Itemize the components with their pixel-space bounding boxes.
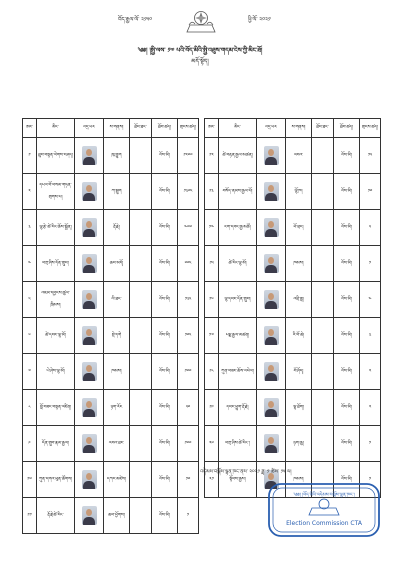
row-number: ༡༦: [205, 282, 219, 318]
vote-count: ༥: [360, 210, 381, 246]
candidate-status: འོས་མི།: [334, 246, 360, 282]
blank-cell: [130, 426, 152, 462]
candidate-status: འོས་མི།: [152, 318, 178, 354]
candidate-place: ཀ་སྦུག: [104, 174, 130, 210]
candidate-status: འོས་མི།: [334, 210, 360, 246]
election-commission-stamp: [267, 482, 381, 538]
candidate-status: འོས་མི།: [334, 390, 360, 426]
candidate-photo: [257, 210, 286, 246]
candidate-place: འབའ་: [286, 138, 312, 174]
candidate-name: སྟོབས་རྒྱས།: [219, 462, 257, 498]
candidate-name: བཀྲ་ཤིས་དོན་གྲུབ།: [37, 246, 75, 282]
candidate-name: དབང་ཕྱུག་རྡོ་རྗེ།: [219, 390, 257, 426]
vote-count: ༠༠༥: [178, 246, 199, 282]
candidate-status: འོས་མི།: [152, 390, 178, 426]
candidate-place: རི་བོ་ཆེ།: [286, 318, 312, 354]
table-row: [205, 390, 381, 426]
table-row: [23, 282, 199, 318]
vote-count: ༡༠: [360, 174, 381, 210]
candidate-place: ཁམས།: [286, 462, 312, 498]
table-row: [205, 318, 381, 354]
blank-cell: [312, 138, 334, 174]
candidate-status: འོས་མི།: [152, 462, 178, 498]
candidate-place: ཉག་རོང: [104, 390, 130, 426]
candidate-name: དོན་གྲུབ་རྣམ་རྒྱལ།: [37, 426, 75, 462]
notice-title: ༄༅། །སྤྱི་ལས་ ༡༧ པའི་བོད་མིའི་སྤྱི་འཐུས་གདམ་ངེས་ཀྱི་མིང་ཐོ།: [137, 47, 263, 54]
table-row: [23, 318, 199, 354]
blank-cell: [312, 282, 334, 318]
row-number: ༩: [23, 426, 37, 462]
candidate-photo: [75, 282, 104, 318]
candidate-name: རྡོ་རྗེ་ཚེ་རིང་: [37, 498, 75, 534]
candidate-status: འོས་མི།: [152, 426, 178, 462]
blank-cell: [130, 498, 152, 534]
row-number: ༣: [23, 210, 37, 246]
row-number: ༢༡: [205, 462, 219, 498]
portrait-photo: [264, 398, 279, 417]
candidate-name: ཀུན་དགའ་ཕུན་ཚོགས།: [37, 462, 75, 498]
blank-cell: [130, 390, 152, 426]
vote-count: ༡༣༥: [178, 282, 199, 318]
table-row: [205, 426, 381, 462]
candidate-place: ལི་ཐང་: [104, 282, 130, 318]
portrait-photo: [82, 218, 97, 237]
candidate-photo: [75, 390, 104, 426]
candidate-photo: [257, 426, 286, 462]
table-row: [23, 246, 199, 282]
candidate-place: འབྲི་ཟླ།: [286, 282, 312, 318]
blank-cell: [130, 318, 152, 354]
candidate-table-right: [204, 118, 381, 498]
candidate-name: པདྨ་རྒྱལ་མཚན།: [219, 318, 257, 354]
col-header-result: ཐོབ་ཚད།: [334, 119, 360, 138]
vote-count: ༡༠༠: [178, 354, 199, 390]
vote-count: ༡: [360, 462, 381, 498]
candidate-status: འོས་མི།: [334, 426, 360, 462]
vote-count: ༣: [360, 318, 381, 354]
vote-count: ༡༠: [178, 462, 199, 498]
candidate-status: འོས་མི།: [152, 498, 178, 534]
candidate-place: དཀར་མཛེས།: [104, 462, 130, 498]
header-ref: བོད་རྒྱལ་ལོ་ ༢༡༥༠: [118, 17, 153, 23]
col-header-no: ཨང་: [23, 119, 37, 138]
header-year: ཕྱི་ལོ་ ༢༠༢༡: [248, 17, 271, 23]
candidate-place: ཉག་ཆུ།: [286, 426, 312, 462]
candidate-photo: [257, 138, 286, 174]
candidate-place: ཁུ་བྱུག: [104, 138, 130, 174]
blank-cell: [312, 174, 334, 210]
candidate-place: རྡོ་རྗེ།: [104, 210, 130, 246]
portrait-photo: [264, 434, 279, 453]
candidate-photo: [75, 426, 104, 462]
vote-count: ༡༣༠༥: [178, 174, 199, 210]
vote-count: ༡: [178, 498, 199, 534]
candidate-place: ཕོ་བྲང།: [286, 210, 312, 246]
stamp-english-text: Election Commission CTA: [286, 520, 362, 527]
candidate-place: བོ་ཤོད།: [286, 354, 312, 390]
row-number: ༡༢: [205, 138, 219, 174]
emblem-logo: [183, 6, 219, 36]
portrait-photo: [82, 362, 97, 381]
candidate-status: འོས་མི།: [152, 210, 178, 246]
candidate-photo: [257, 282, 286, 318]
table-row: [205, 138, 381, 174]
table-row: [205, 174, 381, 210]
candidate-place: ཁམས།: [104, 354, 130, 390]
col-header-percentage: ཐོབ་ཐང་: [130, 119, 152, 138]
portrait-photo: [264, 326, 279, 345]
candidate-photo: [75, 318, 104, 354]
candidate-photo: [75, 138, 104, 174]
vote-count: ༡: [360, 426, 381, 462]
candidate-name: ངག་དབང་རྒྱ་མཚོ།: [219, 210, 257, 246]
blank-cell: [130, 282, 152, 318]
col-header-place: ས་གནས།: [104, 119, 130, 138]
portrait-photo: [264, 218, 279, 237]
vote-count: ༤༠༠: [178, 210, 199, 246]
blank-cell: [312, 354, 334, 390]
table-row: [23, 354, 199, 390]
candidate-place: ཁམས།: [286, 246, 312, 282]
row-number: ༦: [23, 318, 37, 354]
portrait-photo: [264, 182, 279, 201]
candidate-photo: [75, 210, 104, 246]
table-row: [205, 210, 381, 246]
col-header-no: ཨང་: [205, 119, 219, 138]
candidate-name: ལྷ་དབང་དོན་གྲུབ།: [219, 282, 257, 318]
candidate-table-left: [22, 118, 199, 534]
col-header-photo: འདྲ་པར: [75, 119, 104, 138]
blank-cell: [312, 426, 334, 462]
portrait-photo: [264, 254, 279, 273]
candidate-photo: [257, 174, 286, 210]
vote-count: ༡: [360, 246, 381, 282]
col-header-place: ས་གནས།: [286, 119, 312, 138]
candidate-photo: [75, 498, 104, 534]
vote-count: ༢: [360, 354, 381, 390]
col-header-count: གྲངས་ཚད།: [360, 119, 381, 138]
candidate-name: ཡེ་ཤེས་ལྷ་མོ།: [37, 354, 75, 390]
table-row: [23, 210, 199, 246]
row-number: ༡༠: [23, 462, 37, 498]
candidate-status: འོས་མི།: [334, 462, 360, 498]
footer-date: འདེམས་བསྐོས་ལྷན་ཁང་ནས་ ༢༠༢༡ ཟླ་ ༡ ཚེས་ ༡༥ ལ།: [200, 469, 292, 475]
candidate-status: འོས་མི།: [152, 246, 178, 282]
blank-cell: [312, 390, 334, 426]
candidate-name: ཚེ་བརྟན་རྒྱལ་མཚན།: [219, 138, 257, 174]
portrait-photo: [82, 290, 97, 309]
col-header-name: མིང་: [37, 119, 75, 138]
portrait-photo: [82, 434, 97, 453]
candidate-photo: [257, 354, 286, 390]
candidate-photo: [257, 390, 286, 426]
candidate-name: དཔའ་བོ་བསམ་གཏན་གྲགས་པ།: [37, 174, 75, 210]
candidate-photo: [75, 462, 104, 498]
col-header-percentage: ཐོབ་ཐང་: [312, 119, 334, 138]
blank-cell: [130, 462, 152, 498]
candidate-place: ལྷ་ཐོག།: [286, 390, 312, 426]
row-number: ༤: [23, 246, 37, 282]
col-header-result: ཐོབ་ཚད།: [152, 119, 178, 138]
col-header-count: གྲངས་ཚད།: [178, 119, 199, 138]
portrait-photo: [82, 506, 97, 525]
candidate-status: འོས་མི།: [152, 174, 178, 210]
row-number: ༡༣: [205, 174, 219, 210]
candidate-name: ཐུབ་བསྟན་ལེགས་བཤད།: [37, 138, 75, 174]
row-number: ༡༤: [205, 210, 219, 246]
candidate-name: ཀུན་བཟང་ཆོས་འཕེལ།: [219, 354, 257, 390]
table-row: [205, 246, 381, 282]
row-number: ༢: [23, 174, 37, 210]
candidate-name: ཚེ་རིང་ལྷ་མོ།: [219, 246, 257, 282]
blank-cell: [312, 318, 334, 354]
candidate-status: འོས་མི།: [334, 138, 360, 174]
candidate-place: ལྷོ་ཁ།: [286, 174, 312, 210]
vote-count: ༡༥: [360, 138, 381, 174]
portrait-photo: [264, 362, 279, 381]
row-number: ༡༡: [23, 498, 37, 534]
vote-count: ༡༠༥: [178, 318, 199, 354]
portrait-photo: [82, 398, 97, 417]
candidate-status: འོས་མི།: [152, 282, 178, 318]
stamp-tibetan-text: ༄༅། །བོད་མིའི་འདེམས་བསྐོས་ལྷན་ཁང་།: [293, 493, 355, 498]
row-number: ༡: [23, 138, 37, 174]
vote-count: ༥༠: [178, 390, 199, 426]
table-row: [205, 354, 381, 390]
candidate-place: འབའ་ཐང་: [104, 426, 130, 462]
candidate-photo: [257, 246, 286, 282]
candidate-name: བཀྲ་ཤིས་ཚེ་རིང་།: [219, 426, 257, 462]
blank-cell: [312, 246, 334, 282]
vote-count: ༤: [360, 282, 381, 318]
section-subhead: མདོ་སྟོད།: [191, 58, 209, 65]
candidate-status: འོས་མི།: [334, 282, 360, 318]
candidate-name: བསོད་ནམས་རྒྱལ་པོ།: [219, 174, 257, 210]
vote-count: ༡༢༠༠: [178, 138, 199, 174]
portrait-photo: [82, 470, 97, 489]
blank-cell: [130, 246, 152, 282]
portrait-photo: [82, 182, 97, 201]
table-row: [23, 426, 199, 462]
table-row: [23, 462, 199, 498]
row-number: ༥: [23, 282, 37, 318]
row-number: ༧: [23, 354, 37, 390]
candidate-name: ཚེ་དབང་ལྷ་མོ།: [37, 318, 75, 354]
row-number: ༡༩: [205, 390, 219, 426]
row-number: ༡༥: [205, 246, 219, 282]
portrait-photo: [82, 326, 97, 345]
table-row: [205, 282, 381, 318]
table-row: [23, 498, 199, 534]
blank-cell: [130, 210, 152, 246]
candidate-photo: [75, 174, 104, 210]
candidate-status: འོས་མི།: [334, 318, 360, 354]
table-row: [23, 390, 199, 426]
blank-cell: [130, 138, 152, 174]
table-row: [23, 174, 199, 210]
portrait-photo: [264, 290, 279, 309]
row-number: ༡༧: [205, 318, 219, 354]
candidate-name: ལྷ་རྩེ་ཚེ་རིང་ཆོས་སྒྲོན།: [37, 210, 75, 246]
portrait-photo: [264, 146, 279, 165]
candidate-status: འོས་མི།: [152, 138, 178, 174]
table-row: [23, 138, 199, 174]
blank-cell: [130, 174, 152, 210]
portrait-photo: [82, 146, 97, 165]
vote-count: ༡༠༠: [178, 426, 199, 462]
vote-count: ༢: [360, 390, 381, 426]
blank-cell: [130, 354, 152, 390]
blank-cell: [312, 210, 334, 246]
candidate-photo: [75, 246, 104, 282]
col-header-name: མིང་: [219, 119, 257, 138]
row-number: ༡༨: [205, 354, 219, 390]
candidate-status: འོས་མི།: [334, 354, 360, 390]
candidate-place: སྡེ་དགེ: [104, 318, 130, 354]
candidate-status: འོས་མི།: [334, 174, 360, 210]
candidate-photo: [257, 318, 286, 354]
candidate-status: འོས་མི།: [152, 354, 178, 390]
candidate-place: ཆབ་མདོ།: [104, 246, 130, 282]
candidate-name: བློ་བཟང་བསྟན་འཛིན།: [37, 390, 75, 426]
col-header-photo: འདྲ་པར: [257, 119, 286, 138]
portrait-photo: [82, 254, 97, 273]
candidate-name: འཇམ་དབྱངས་ཚུལ་ཁྲིམས།: [37, 282, 75, 318]
candidate-place: ཆབ་ཕྱོགས།: [104, 498, 130, 534]
row-number: ༨: [23, 390, 37, 426]
row-number: ༢༠: [205, 426, 219, 462]
candidate-photo: [75, 354, 104, 390]
